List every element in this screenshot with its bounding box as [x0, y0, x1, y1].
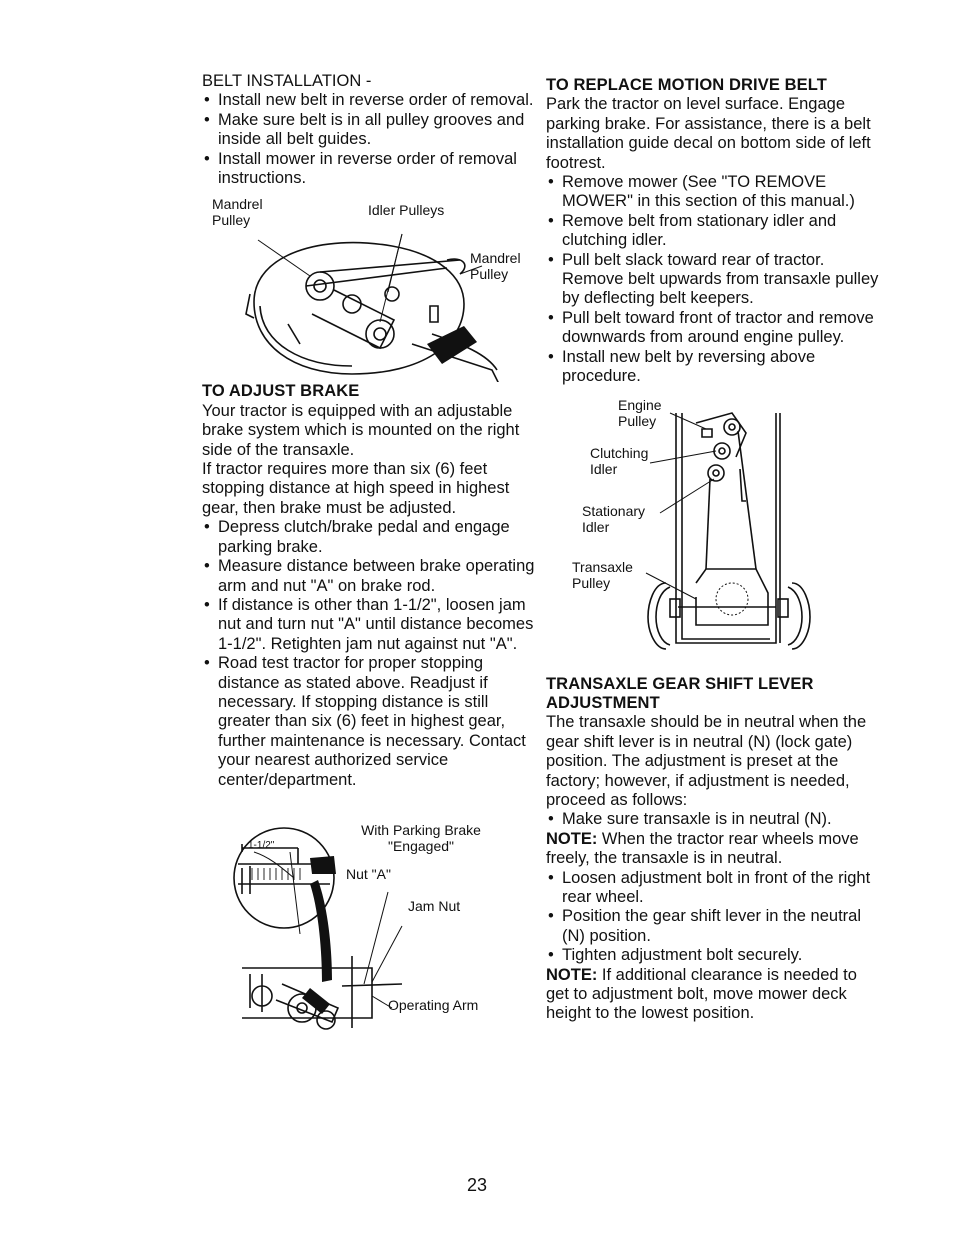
parking-brake-label: With Parking Brake "Engaged"	[361, 821, 481, 854]
mandrel-pulley-label-right: Mandrel Pulley	[470, 250, 521, 283]
drive-belt-figure	[546, 393, 884, 665]
idler-pulleys-label: Idler Pulleys	[368, 202, 445, 219]
belt-installation-title: BELT INSTALLATION -	[202, 72, 372, 90]
adjust-brake-para2: If tractor requires more than six (6) feet stopping distance at high speed in highest gear, then brake must be adjusted.	[202, 460, 510, 517]
gear-shift-list-2	[546, 869, 884, 966]
mandrel-pulley-label-left: Mandrel Pulley	[212, 196, 263, 229]
list-item: • Tighten adjustment bolt securely.	[546, 946, 884, 965]
jam-nut-label: Jam Nut	[408, 897, 461, 914]
mower-deck-figure	[202, 194, 540, 382]
list-item: • Pull belt slack toward rear of tractor. Remove belt upwards from transaxle pulley by deflecting belt keepers.	[546, 251, 884, 309]
list-item: • Make sure transaxle is in neutral (N).	[546, 810, 884, 829]
right-column	[546, 76, 884, 1024]
note-text: If additional clearance is needed to get to adjustment bolt, move mower deck height to the lowest position.	[546, 965, 857, 1023]
brake-figure	[202, 808, 540, 1068]
list-item: • Install mower in reverse order of removal instructions.	[202, 150, 540, 189]
adjust-brake-para1: Your tractor is equipped with an adjustable brake system which is mounted on the right side of the transaxle.	[202, 401, 520, 459]
engine-pulley-label: Engine Pulley	[618, 396, 662, 429]
transaxle-pulley-label: Transaxle Pulley	[572, 558, 633, 591]
gear-shift-para: The transaxle should be in neutral when the gear shift lever is in neutral (N) (lock gate) position. The adjustment is preset at the factory; however, if adjustment is needed, proceed as follows:	[546, 713, 867, 809]
list-item: • Road test tractor for proper stopping distance as stated above. Readjust if necessary. If stopping distance is still greater than six (6) feet in highest gear, further maintenance is necessary. Contact your nearest authorized service center/department.	[202, 654, 540, 790]
list-item: • Install new belt by reversing above procedure.	[546, 348, 884, 387]
list-item: • If distance is other than 1-1/2", loosen jam nut and turn nut "A" until distance becomes 1-1/2". Retighten jam nut against nut "A".	[202, 596, 540, 654]
note-label: NOTE:	[546, 829, 598, 848]
gear-shift-list-1	[546, 810, 884, 829]
nut-a-label: Nut "A"	[346, 865, 391, 882]
list-item: • Loosen adjustment bolt in front of the right rear wheel.	[546, 869, 884, 908]
list-item: • Remove mower (See "TO REMOVE MOWER" in this section of this manual.)	[546, 173, 884, 212]
list-item: • Remove belt from stationary idler and clutching idler.	[546, 212, 884, 251]
adjust-brake-list	[202, 518, 540, 790]
list-item: • Make sure belt is in all pulley grooves and inside all belt guides.	[202, 111, 540, 150]
operating-arm-label: Operating Arm	[388, 996, 479, 1013]
gear-shift-note-1	[546, 830, 884, 869]
note-label: NOTE:	[546, 965, 598, 984]
replace-belt-heading: TO REPLACE MOTION DRIVE BELT	[546, 76, 827, 94]
gear-shift-note-2	[546, 966, 884, 1024]
list-item: • Measure distance between brake operating arm and nut "A" on brake rod.	[202, 557, 540, 596]
list-item: • Depress clutch/brake pedal and engage parking brake.	[202, 518, 540, 557]
stationary-idler-label: Stationary Idler	[582, 502, 646, 535]
adjust-brake-heading: TO ADJUST BRAKE	[202, 382, 360, 401]
replace-belt-list	[546, 173, 884, 386]
clutching-idler-label: Clutching Idler	[590, 444, 649, 477]
list-item: • Install new belt in reverse order of removal.	[202, 91, 540, 110]
page-number: 23	[466, 1175, 488, 1195]
measure-label: 1-1/2"	[248, 839, 275, 851]
gear-shift-heading: TRANSAXLE GEAR SHIFT LEVER ADJUSTMENT	[546, 674, 814, 712]
belt-installation-list	[202, 91, 540, 188]
left-column	[202, 72, 540, 1068]
list-item: • Position the gear shift lever in the neutral (N) position.	[546, 907, 884, 946]
note-text: When the tractor rear wheels move freely, the transaxle is in neutral.	[546, 829, 859, 868]
replace-belt-para: Park the tractor on level surface. Engage parking brake. For assistance, there is a belt installation guide decal on bottom side of left footrest.	[546, 95, 871, 172]
list-item: • Pull belt toward front of tractor and remove downwards from around engine pulley.	[546, 309, 884, 348]
